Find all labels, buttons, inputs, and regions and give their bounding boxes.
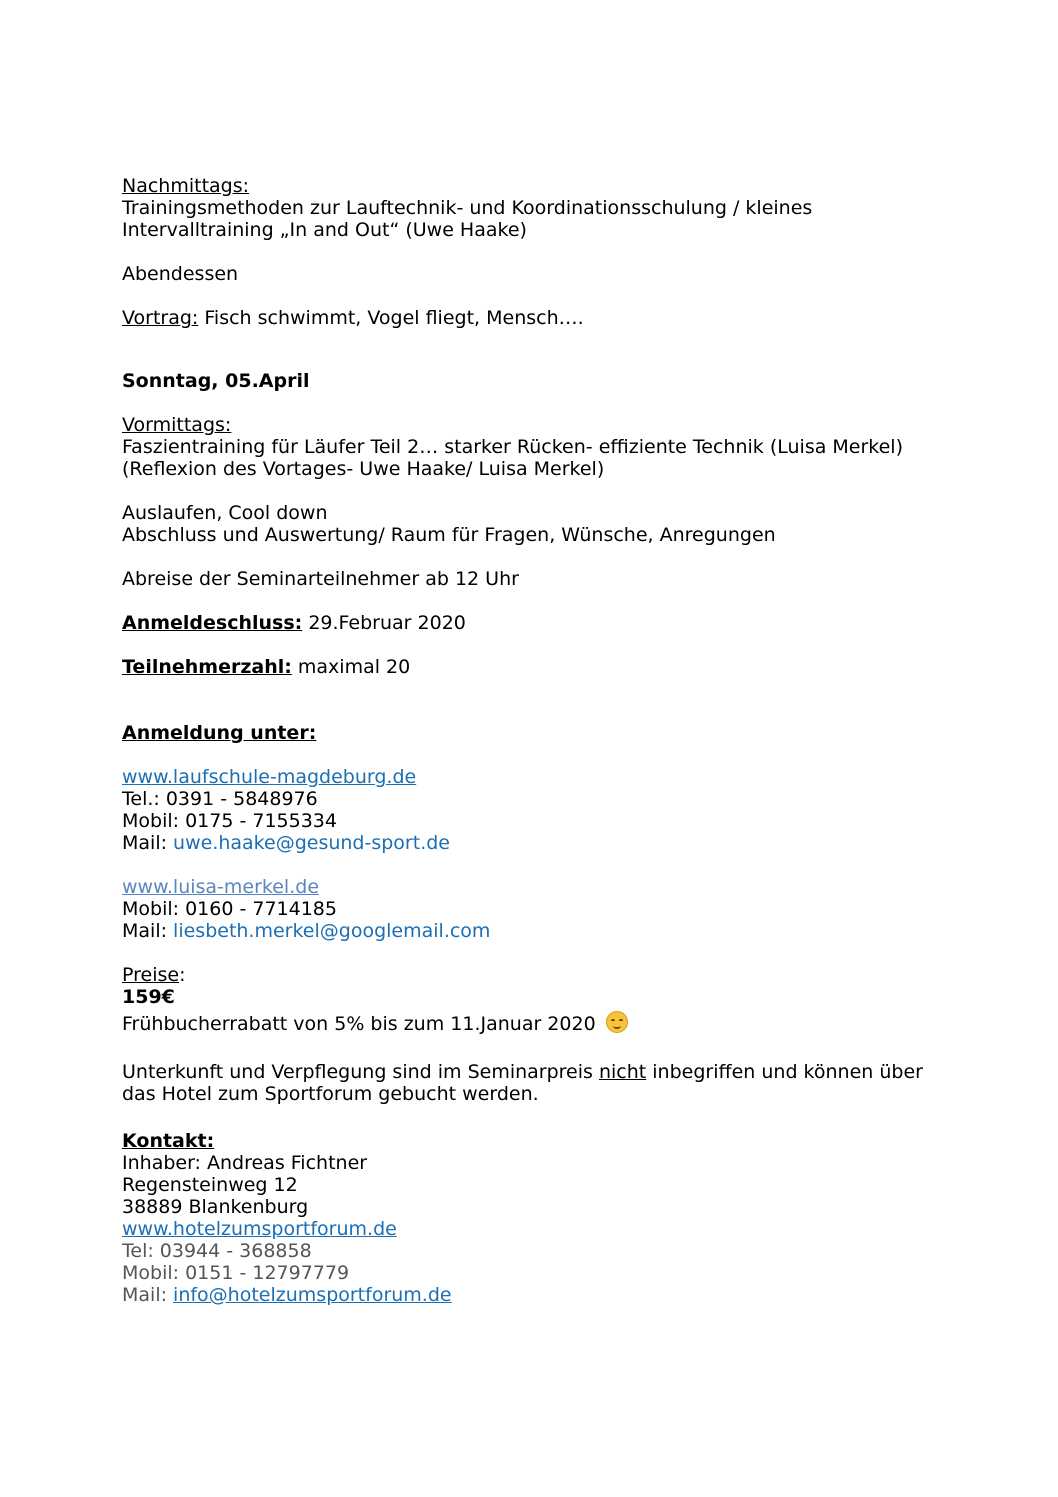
nachmittags-section xyxy=(122,175,998,241)
laufschule-website-link[interactable]: www.laufschule-magdeburg.de xyxy=(122,766,417,788)
vormittags-line-2: (Reflexion des Vortages- Uwe Haake/ Luisa Merkel) xyxy=(122,458,605,480)
teilnehmerzahl-label: Teilnehmerzahl: xyxy=(122,656,292,678)
merkel-website-link[interactable]: www.luisa-merkel.de xyxy=(122,876,320,898)
kontakt-mobil: Mobil: 0151 - 12797779 xyxy=(122,1262,350,1284)
vormittags-section xyxy=(122,414,998,480)
kontakt-heading: Kontakt: xyxy=(122,1130,215,1152)
abendessen-text: Abendessen xyxy=(122,263,239,285)
unterkunft-section xyxy=(122,1061,998,1105)
hotel-mail-link[interactable]: info@hotelzumsportforum.de xyxy=(173,1284,452,1306)
merkel-mail-link[interactable]: liesbeth.merkel@googlemail.com xyxy=(173,920,491,942)
vormittags-line-1: Faszientraining für Läufer Teil 2… starker Rücken- effiziente Technik (Luisa Merkel) xyxy=(122,436,903,458)
abreise-text: Abreise der Seminarteilnehmer ab 12 Uhr xyxy=(122,568,519,590)
auslaufen-line-2: Abschluss und Auswertung/ Raum für Fragen, Wünsche, Anregungen xyxy=(122,524,776,546)
nachmittags-heading: Nachmittags: xyxy=(122,175,250,197)
kontakt-section xyxy=(122,1130,998,1306)
anmeldeschluss-value: 29.Februar 2020 xyxy=(302,612,466,634)
preise-price: 159€ xyxy=(122,986,175,1008)
nachmittags-line-2: Intervalltraining „In and Out“ (Uwe Haake) xyxy=(122,219,527,241)
laufschule-mobil: Mobil: 0175 - 7155334 xyxy=(122,810,337,832)
hotel-website-link[interactable]: www.hotelzumsportforum.de xyxy=(122,1218,397,1240)
preise-rabatt: Frühbucherrabatt von 5% bis zum 11.Januar 2020 xyxy=(122,1013,602,1035)
merkel-mail-label: Mail: xyxy=(122,920,174,942)
kontakt-tel: Tel: 03944 - 368858 xyxy=(122,1240,312,1262)
vortrag-line xyxy=(122,307,998,329)
vortrag-label: Vortrag: xyxy=(122,307,199,329)
contact-merkel xyxy=(122,876,998,942)
preise-section xyxy=(122,964,998,1035)
laufschule-mail-link[interactable]: uwe.haake@gesund-sport.de xyxy=(173,832,450,854)
merkel-mobil: Mobil: 0160 - 7714185 xyxy=(122,898,337,920)
anmeldeschluss-label: Anmeldeschluss: xyxy=(122,612,303,634)
preise-colon: : xyxy=(179,964,186,986)
kontakt-city: 38889 Blankenburg xyxy=(122,1196,309,1218)
unterkunft-part-1: Unterkunft und Verpflegung sind im Seminarpreis xyxy=(122,1061,599,1083)
teilnehmerzahl-value: maximal 20 xyxy=(291,656,411,678)
smiling-face-icon xyxy=(606,1011,628,1033)
unterkunft-nicht: nicht xyxy=(598,1061,647,1083)
laufschule-mail-label: Mail: xyxy=(122,832,174,854)
kontakt-mail-label: Mail: xyxy=(122,1284,174,1306)
sonntag-title: Sonntag, 05.April xyxy=(122,370,310,392)
contact-laufschule xyxy=(122,766,998,854)
preise-label: Preise xyxy=(122,964,180,986)
kontakt-street: Regensteinweg 12 xyxy=(122,1174,298,1196)
unterkunft-line-2: das Hotel zum Sportforum gebucht werden. xyxy=(122,1083,539,1105)
nachmittags-line-1: Trainingsmethoden zur Lauftechnik- und Koordinationsschulung / kleines xyxy=(122,197,813,219)
vortrag-text: Fisch schwimmt, Vogel fliegt, Mensch…. xyxy=(198,307,584,329)
teilnehmerzahl-line xyxy=(122,656,998,678)
anmeldung-heading: Anmeldung unter: xyxy=(122,722,317,744)
auslaufen-line-1: Auslaufen, Cool down xyxy=(122,502,328,524)
kontakt-inhaber: Inhaber: Andreas Fichtner xyxy=(122,1152,368,1174)
anmeldeschluss-line xyxy=(122,612,998,634)
vormittags-heading: Vormittags: xyxy=(122,414,232,436)
auslaufen-section xyxy=(122,502,998,546)
unterkunft-part-2: inbegriffen und können über xyxy=(646,1061,923,1083)
laufschule-tel: Tel.: 0391 - 5848976 xyxy=(122,788,318,810)
